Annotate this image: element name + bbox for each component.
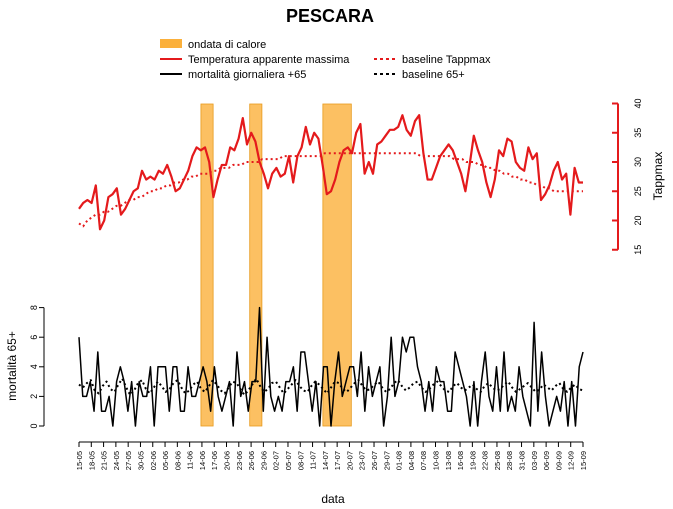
mortality-tick-label: 6: [29, 334, 39, 340]
date-tick-label: 25-08: [492, 451, 502, 471]
date-tick-label: 02-06: [148, 451, 158, 471]
date-tick-label: 08-07: [296, 451, 306, 471]
date-tick-label: 29-06: [259, 451, 269, 471]
mortality-axis: [29, 305, 44, 428]
temperature-axis: [612, 98, 643, 254]
date-tick-label: 07-08: [419, 451, 429, 471]
date-tick-label: 11-07: [308, 451, 318, 470]
date-tick-label: 19-08: [468, 451, 478, 471]
date-tick-label: 06-09: [542, 451, 552, 471]
temperature-tick-label: 30: [633, 156, 643, 168]
chart-title: PESCARA: [285, 6, 375, 26]
date-tick-label: 22-08: [480, 451, 490, 471]
temperature-axis-label: Tappmax: [651, 151, 665, 201]
date-tick-label: 10-08: [431, 451, 441, 471]
date-tick-label: 24-05: [111, 451, 121, 471]
date-tick-label: 29-07: [382, 451, 392, 471]
temperature-tick-label: 15: [633, 244, 643, 255]
temperature-tick-label: 35: [633, 127, 643, 138]
date-tick-label: 08-06: [173, 451, 183, 471]
legend: [160, 39, 491, 81]
legend-heatwave-swatch: [160, 39, 182, 48]
date-axis: [75, 442, 588, 470]
date-tick-label: 23-07: [357, 451, 367, 471]
date-tick-label: 21-05: [99, 451, 109, 471]
mortality-tick-label: 2: [29, 393, 39, 399]
temperature-tick-label: 25: [633, 186, 643, 197]
date-tick-label: 17-06: [210, 451, 220, 471]
date-tick-label: 15-05: [75, 451, 84, 471]
date-tick-label: 09-09: [554, 451, 564, 471]
date-tick-label: 17-07: [333, 451, 343, 471]
date-tick-label: 26-06: [247, 451, 257, 471]
legend-mort-baseline-label: baseline 65+: [402, 69, 465, 81]
temperature-tick-label: 20: [633, 215, 643, 226]
x-axis-label: data: [321, 492, 345, 506]
date-tick-label: 18-05: [87, 451, 97, 471]
date-tick-label: 27-05: [124, 451, 134, 471]
date-tick-label: 05-07: [283, 451, 293, 471]
date-tick-label: 02-07: [271, 451, 281, 471]
date-tick-label: 15-09: [579, 451, 588, 471]
date-tick-label: 20-06: [222, 451, 232, 471]
date-tick-label: 04-08: [406, 451, 416, 471]
legend-heatwave-label: ondata di calore: [188, 39, 267, 51]
legend-temp-label: Temperatura apparente massima: [188, 54, 350, 66]
date-tick-label: 03-09: [529, 451, 539, 471]
mortality-tick-label: 8: [29, 305, 39, 311]
mortality-tick-label: 0: [29, 423, 39, 429]
legend-temp-baseline-label: baseline Tappmax: [402, 54, 491, 66]
date-tick-label: 20-07: [345, 451, 355, 471]
mortality-tick-label: 4: [29, 364, 39, 370]
date-tick-label: 31-08: [517, 451, 527, 471]
heatwave-bands: [201, 104, 351, 426]
date-tick-label: 01-08: [394, 451, 404, 471]
date-tick-label: 13-08: [443, 451, 453, 471]
date-tick-label: 14-06: [197, 451, 207, 471]
date-tick-label: 05-06: [161, 451, 171, 471]
date-tick-label: 28-08: [505, 451, 515, 471]
mortality-axis-label: mortalità 65+: [5, 331, 19, 401]
date-tick-label: 16-08: [456, 451, 466, 471]
legend-mort-label: mortalità giornaliera +65: [188, 69, 307, 81]
date-tick-label: 11-06: [185, 451, 195, 470]
date-tick-label: 12-09: [566, 451, 576, 471]
date-tick-label: 14-07: [320, 451, 330, 471]
date-tick-label: 30-05: [136, 451, 146, 471]
temperature-tick-label: 40: [633, 98, 643, 109]
date-tick-label: 26-07: [370, 451, 380, 471]
date-tick-label: 23-06: [234, 451, 244, 471]
